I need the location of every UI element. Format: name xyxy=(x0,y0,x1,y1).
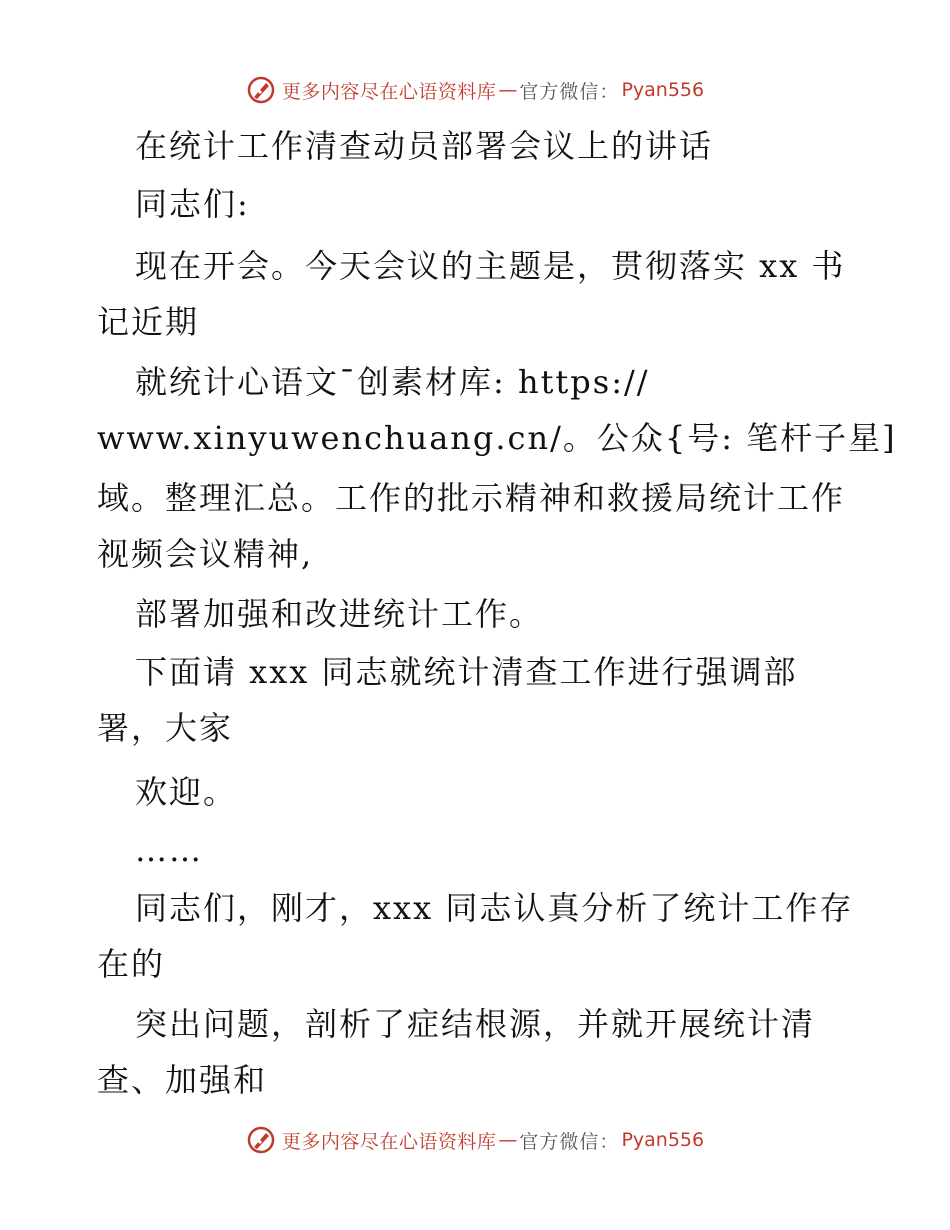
paragraph-line: 现在开会。今天会议的主题是，贯彻落实 xx 书 xyxy=(135,247,846,285)
document-title: 在统计工作清查动员部署会议上的讲话 xyxy=(135,127,714,165)
watermark-footer xyxy=(0,1120,950,1160)
watermark-sub-text: 官方微信： xyxy=(519,80,620,103)
paragraph-line: 视频会议精神, xyxy=(97,535,314,573)
pen-nib-circle-icon xyxy=(246,75,276,105)
watermark-main-text: 更多内容尽在心语资料库 xyxy=(281,1130,497,1153)
watermark-dash: — xyxy=(498,79,518,101)
watermark-header xyxy=(0,70,950,110)
salutation: 同志们: xyxy=(135,185,250,223)
watermark-wechat-id: Pyan556 xyxy=(621,79,705,101)
paragraph-line: 欢迎。 xyxy=(135,773,238,811)
pen-nib-circle-icon xyxy=(246,1125,276,1155)
paragraph-line: 记近期 xyxy=(97,303,200,341)
paragraph-line: 在的 xyxy=(97,945,166,983)
watermark-dash: — xyxy=(498,1129,518,1151)
paragraph-line: 就统计心语文¯创素材库: https:// xyxy=(135,363,650,401)
paragraph-line: www.xinyuwenchuang.cn/。公众{号: 笔杆子星] xyxy=(97,419,897,457)
watermark-main-text: 更多内容尽在心语资料库 xyxy=(281,80,497,103)
watermark-wechat-id: Pyan556 xyxy=(621,1129,705,1151)
paragraph-line: 突出问题，剖析了症结根源，并就开展统计清 xyxy=(135,1005,816,1043)
paragraph-line: 域。整理汇总。工作的批示精神和救援局统计工作 xyxy=(97,479,846,517)
paragraph-line: 部署加强和改进统计工作。 xyxy=(135,595,544,633)
paragraph-line: 查、加强和 xyxy=(97,1061,268,1099)
paragraph-line: 同志们，刚才，xxx 同志认真分析了统计工作存 xyxy=(135,889,854,927)
paragraph-line: 下面请 xxx 同志就统计清查工作进行强调部 xyxy=(135,653,798,691)
ellipsis-line: …… xyxy=(135,831,203,869)
watermark-sub-text: 官方微信： xyxy=(519,1130,620,1153)
paragraph-line: 署，大家 xyxy=(97,709,234,747)
